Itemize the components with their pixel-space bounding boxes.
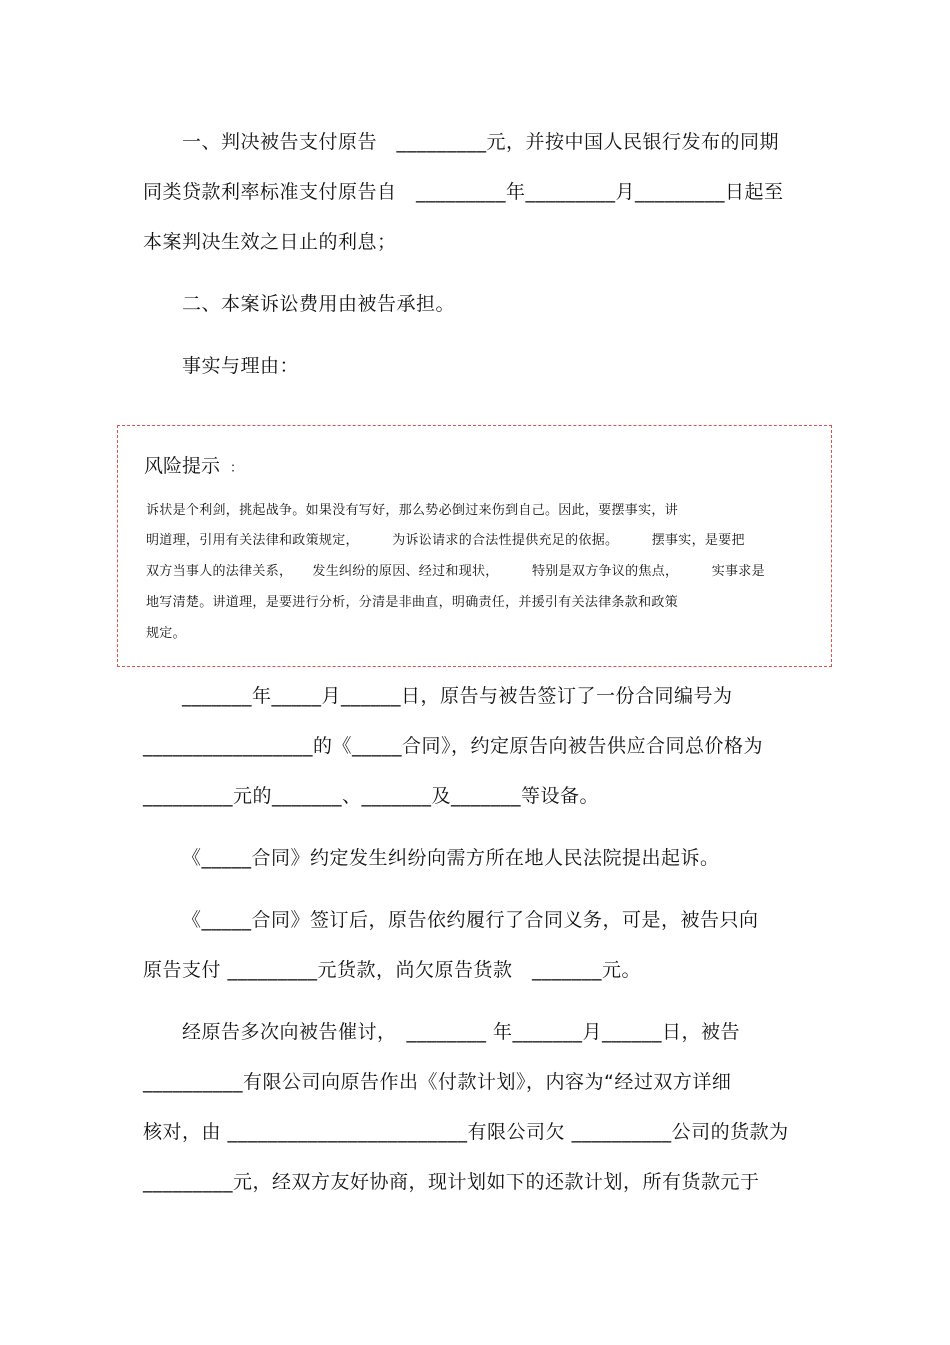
- text-line: 事实与理由：: [182, 355, 300, 377]
- text-line: 经原告多次向被告催讨， ________ 年_______月______日，被告: [182, 1021, 741, 1043]
- risk-title-text: 风险提示: [144, 455, 221, 477]
- text-line: 二、本案诉讼费用由被告承担。: [182, 293, 456, 315]
- text-line: 一、判决被告支付原告 _________元，并按中国人民银行发布的同期: [182, 131, 780, 153]
- text-line: _______年_____月______日，原告与被告签订了一份合同编号为: [182, 685, 733, 707]
- risk-notice-box: [117, 425, 832, 667]
- text-line: _________元，经双方友好协商，现计划如下的还款计划，所有货款元于: [143, 1171, 760, 1193]
- risk-notice-title: [144, 454, 243, 481]
- risk-text-line: 诉状是个利剑，挑起战争。如果没有写好，那么势必倒过来伤到自己。因此，要摆事实，讲: [146, 503, 679, 518]
- risk-text-line: 明道理，引用有关法律和政策规定， 为诉讼请求的合法性提供充足的依据。 摆事实，是要把: [146, 533, 745, 548]
- text-line: 《_____合同》签订后，原告依约履行了合同义务，可是，被告只向: [182, 909, 759, 931]
- text-line: __________有限公司向原告作出《付款计划》，内容为“经过双方详细: [143, 1071, 732, 1093]
- text-line: _________________的《_____合同》，约定原告向被告供应合同总价格为: [143, 735, 764, 757]
- text-line: 本案判决生效之日止的利息；: [143, 231, 397, 253]
- risk-text-line: 地写清楚。讲道理，是要进行分析，分清是非曲直，明确责任，并援引有关法律条款和政策: [146, 595, 679, 610]
- text-line: _________元的_______、_______及_______等设备。: [143, 785, 600, 807]
- text-line: 同类贷款利率标准支付原告自 _________年_________月_________日起至: [143, 181, 784, 203]
- risk-text-line: 双方当事人的法律关系， 发生纠纷的原因、经过和现状， 特别是双方争议的焦点， 实事求是: [146, 564, 765, 579]
- text-line: 核对，由 ________________________有限公司欠 __________公司的货款为: [143, 1121, 789, 1143]
- text-line: 原告支付 _________元货款，尚欠原告货款 _______元。: [143, 959, 642, 981]
- risk-title-colon: ：: [230, 461, 244, 476]
- text-line: 《_____合同》约定发生纠纷向需方所在地人民法院提出起诉。: [182, 847, 720, 869]
- risk-text-line: 规定。: [146, 626, 186, 641]
